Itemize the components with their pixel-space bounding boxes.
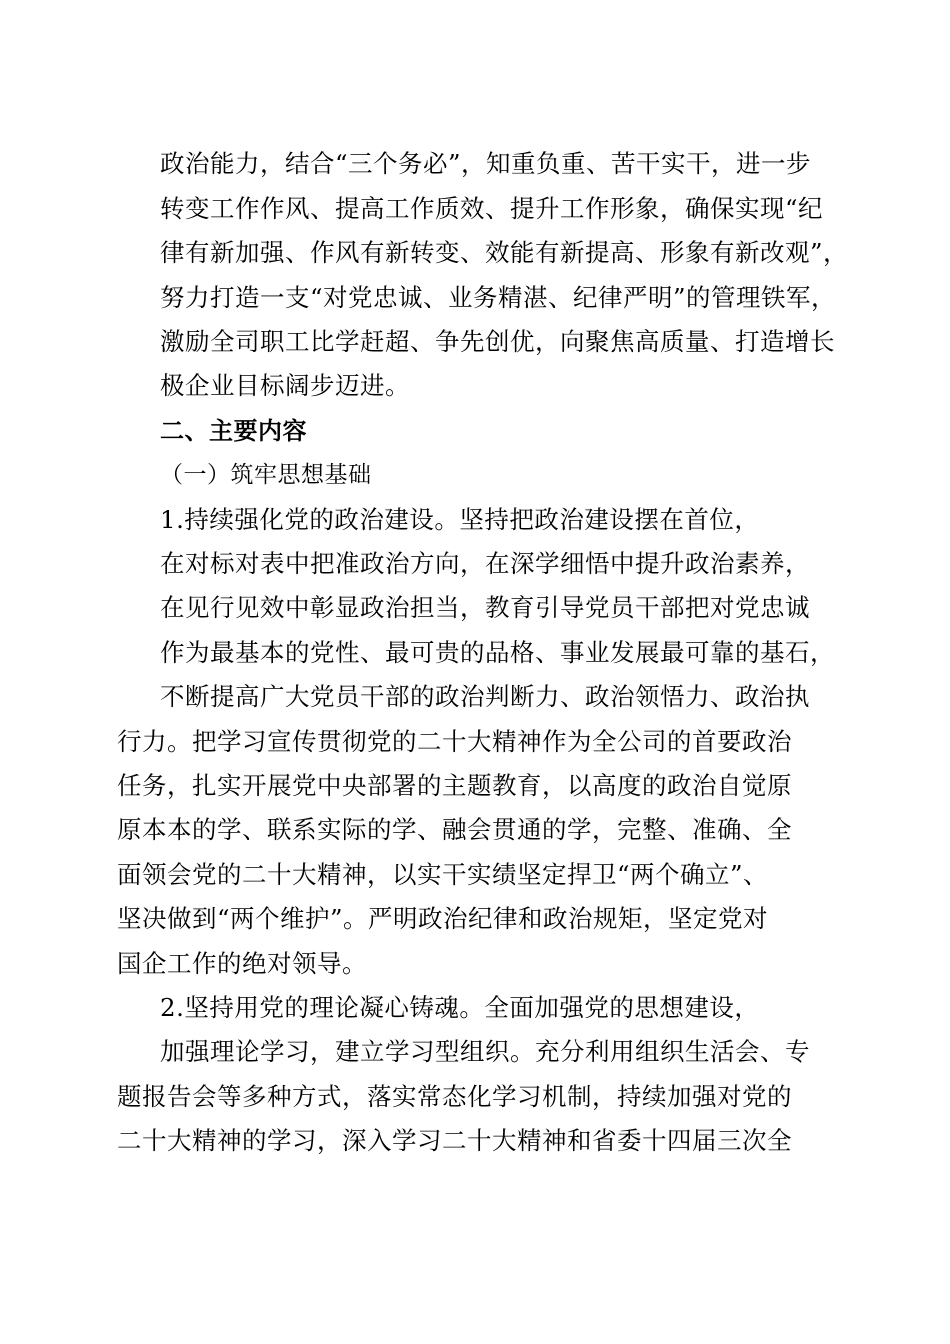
paragraph-line-14: 行力。把学习宣传贯彻党的二十大精神作为全公司的首要政治 <box>117 727 792 756</box>
paragraph-line-20: 2.坚持用党的理论凝心铸魂。全面加强党的思想建设， <box>160 993 760 1022</box>
paragraph-line-22: 题报告会等多种方式，落实常态化学习机制，持续加强对党的 <box>117 1082 792 1111</box>
paragraph-line-4: 努力打造一支“对党忠诚、业务精湛、纪律严明”的管理铁军， <box>160 283 837 312</box>
subsection-heading: （一）筑牢思想基础 <box>160 462 372 488</box>
paragraph-line-11: 在见行见效中彰显政治担当，教育引导党员干部把对党忠诚 <box>160 593 810 622</box>
paragraph-line-9: 1.持续强化党的政治建设。坚持把政治建设摆在首位， <box>160 505 760 534</box>
paragraph-line-19: 国企工作的绝对领导。 <box>117 949 367 978</box>
paragraph-line-18: 坚决做到“两个维护”。严明政治纪律和政治规矩，坚定党对 <box>117 904 769 933</box>
paragraph-line-2: 转变工作作风、提高工作质效、提升工作形象，确保实现“纪 <box>160 194 824 223</box>
paragraph-line-12: 作为最基本的党性、最可贵的品格、事业发展最可靠的基石， <box>160 638 835 667</box>
paragraph-line-1: 政治能力，结合“三个务必”，知重负重、苦干实干，进一步 <box>160 149 812 178</box>
paragraph-line-15: 任务，扎实开展党中央部署的主题教育，以高度的政治自觉原 <box>117 771 792 800</box>
section-heading: 二、主要内容 <box>160 417 307 445</box>
paragraph-line-17: 面领会党的二十大精神，以实干实绩坚定捍卫“两个确立”、 <box>117 860 769 889</box>
paragraph-line-3: 律有新加强、作风有新转变、效能有新提高、形象有新改观”， <box>160 238 849 267</box>
paragraph-line-10: 在对标对表中把准政治方向，在深学细悟中提升政治素养， <box>160 549 810 578</box>
paragraph-line-16: 原本本的学、联系实际的学、融会贯通的学，完整、准确、全 <box>117 815 792 844</box>
paragraph-line-6: 极企业目标阔步迈进。 <box>160 371 410 400</box>
paragraph-line-21: 加强理论学习，建立学习型组织。充分利用组织生活会、专 <box>160 1037 810 1066</box>
paragraph-line-5: 激励全司职工比学赶超、争先创优，向聚焦高质量、打造增长 <box>160 327 835 356</box>
paragraph-line-23: 二十大精神的学习，深入学习二十大精神和省委十四届三次全 <box>117 1126 792 1155</box>
paragraph-line-13: 不断提高广大党员干部的政治判断力、政治领悟力、政治执 <box>160 682 810 711</box>
